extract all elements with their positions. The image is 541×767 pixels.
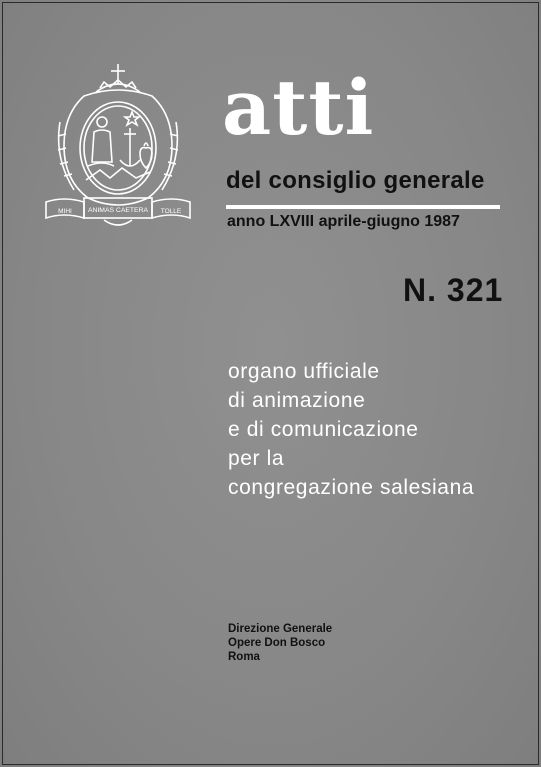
- title-divider: [226, 205, 500, 209]
- journal-subtitle: del consiglio generale: [226, 167, 485, 194]
- issue-number: N. 321: [403, 272, 504, 308]
- publisher-block: [228, 622, 332, 664]
- emblem-motto-right: TOLLE: [160, 208, 182, 215]
- description-line: congregazione salesiana: [228, 476, 475, 499]
- publisher-line: Opere Don Bosco: [228, 637, 326, 649]
- journal-description: [228, 357, 474, 502]
- description-line: di animazione: [228, 389, 366, 412]
- publisher-line: Roma: [228, 651, 260, 663]
- issue-date: anno LXVIII aprile-giugno 1987: [227, 213, 460, 230]
- journal-title: atti: [222, 63, 375, 152]
- description-line: per la: [228, 447, 285, 470]
- emblem-motto-center: ANIMAS CAETERA: [87, 207, 149, 214]
- salesian-coat-of-arms-icon: [44, 62, 192, 232]
- emblem-motto-left: MIHI: [58, 208, 72, 215]
- description-line: e di comunicazione: [228, 418, 419, 441]
- description-line: organo ufficiale: [228, 360, 380, 383]
- publisher-line: Direzione Generale: [228, 623, 333, 635]
